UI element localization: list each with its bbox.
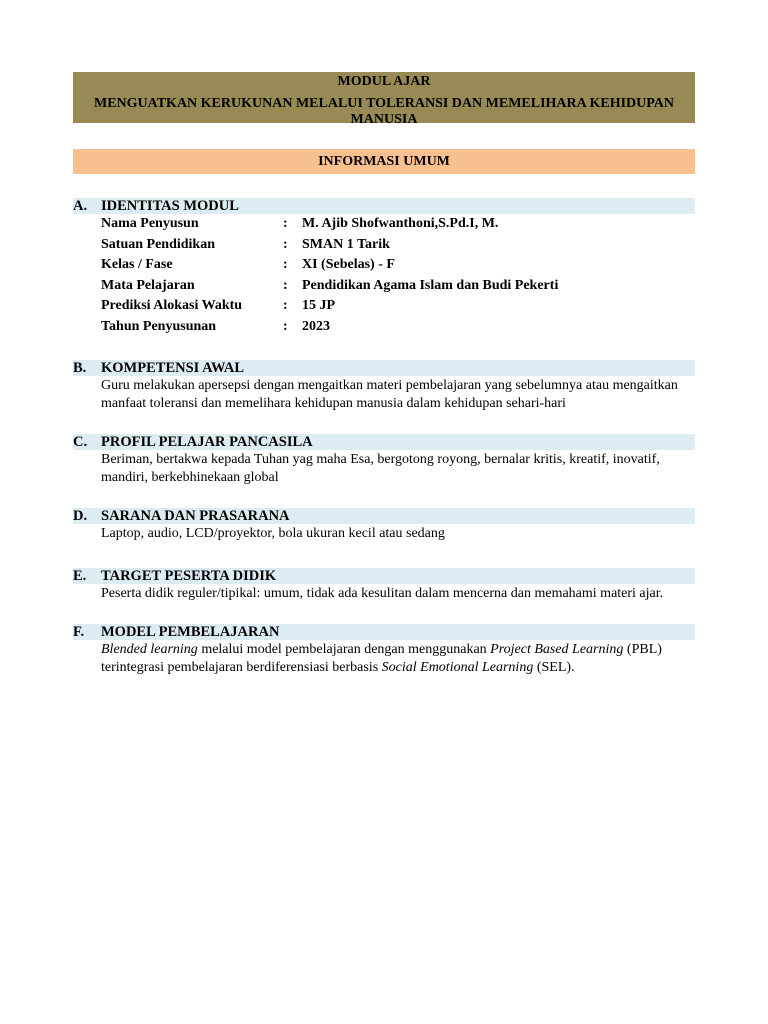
identity-label: Satuan Pendidikan <box>101 236 215 252</box>
text-fragment: melalui model pembelajaran dengan menggunakan <box>197 642 491 657</box>
section-sarana-prasarana <box>73 508 695 543</box>
section-letter: F. <box>73 624 85 640</box>
identity-row <box>101 296 695 317</box>
identity-colon: : <box>283 318 288 334</box>
section-title: PROFIL PELAJAR PANCASILA <box>101 434 313 450</box>
section-title: SARANA DAN PRASARANA <box>101 508 290 524</box>
identity-label: Nama Penyusun <box>101 216 199 231</box>
identity-value: 2023 <box>302 318 330 334</box>
section-profil-pelajar-pancasila <box>73 434 695 486</box>
identity-value: SMAN 1 Tarik <box>302 236 390 252</box>
section-heading <box>73 508 695 524</box>
section-text: Beriman, bertakwa kepada Tuhan yag maha Esa, bergotong royong, bernalar kritis, kreatif, inovatif, mandiri, berkebhinekaan global <box>101 452 660 485</box>
italic-term: Social Emotional Learning <box>381 659 534 675</box>
section-text <box>101 640 695 676</box>
italic-term: Project Based Learning <box>490 642 624 657</box>
section-text: Guru melakukan apersepsi dengan mengaitkan materi pembelajaran yang sebelumnya atau mengaitkan manfaat toleransi dan memelihara kehidupan manusia dalam kehidupan sehari-hari <box>101 378 678 411</box>
section-heading <box>73 198 695 214</box>
identity-row <box>101 317 695 338</box>
text-fragment: (SEL). <box>533 659 575 675</box>
identity-colon: : <box>283 277 288 293</box>
identity-row <box>101 255 695 276</box>
identity-colon: : <box>283 298 288 313</box>
identity-row <box>101 214 695 235</box>
identity-label: Mata Pelajaran <box>101 277 195 293</box>
text-fragment: (PBL) terintegrasi pembelajaran berdiferensiasi berbasis <box>101 642 662 675</box>
section-model-pembelajaran <box>73 624 695 676</box>
identity-value: 15 JP <box>302 298 336 313</box>
identity-colon: : <box>283 216 288 231</box>
info-umum-heading: INFORMASI UMUM <box>73 149 695 174</box>
identity-row <box>101 276 695 297</box>
section-heading <box>73 434 695 450</box>
section-identitas-modul <box>73 198 695 337</box>
identity-row <box>101 235 695 256</box>
section-text: Peserta didik reguler/tipikal: umum, tidak ada kesulitan dalam mencerna dan memahami materi ajar. <box>101 585 664 601</box>
section-title: IDENTITAS MODUL <box>101 198 239 214</box>
identity-value: M. Ajib Shofwanthoni,S.Pd.I, M. <box>302 216 499 231</box>
section-target-peserta-didik <box>73 568 695 603</box>
module-title-box <box>73 72 695 127</box>
identity-label: Kelas / Fase <box>101 257 173 272</box>
identity-colon: : <box>283 236 288 252</box>
section-title: TARGET PESERTA DIDIK <box>101 567 277 584</box>
section-heading <box>73 360 695 376</box>
italic-term: Blended learning <box>101 642 198 657</box>
section-title: MODEL PEMBELAJARAN <box>101 624 280 640</box>
module-title: MODUL AJAR <box>337 74 431 89</box>
document-page <box>73 72 695 676</box>
identity-value: XI (Sebelas) - F <box>302 257 395 272</box>
module-subtitle: MENGUATKAN KERUKUNAN MELALUI TOLERANSI DAN MEMELIHARA KEHIDUPAN MANUSIA <box>93 96 674 127</box>
identity-label: Tahun Penyusunan <box>101 318 217 334</box>
identity-label: Prediksi Alokasi Waktu <box>101 298 243 313</box>
section-heading <box>73 624 695 640</box>
section-title: KOMPETENSI AWAL <box>101 360 245 376</box>
section-letter: C. <box>73 434 88 450</box>
identity-table <box>101 214 695 337</box>
section-letter: A. <box>73 198 88 214</box>
section-heading <box>73 568 695 584</box>
section-letter: E. <box>73 567 87 584</box>
section-letter: D. <box>73 508 88 524</box>
identity-value: Pendidikan Agama Islam dan Budi Pekerti <box>302 277 559 293</box>
identity-colon: : <box>283 257 288 272</box>
section-letter: B. <box>73 360 87 376</box>
section-kompetensi-awal <box>73 360 695 412</box>
section-text: Laptop, audio, LCD/proyektor, bola ukuran kecil atau sedang <box>101 526 445 541</box>
